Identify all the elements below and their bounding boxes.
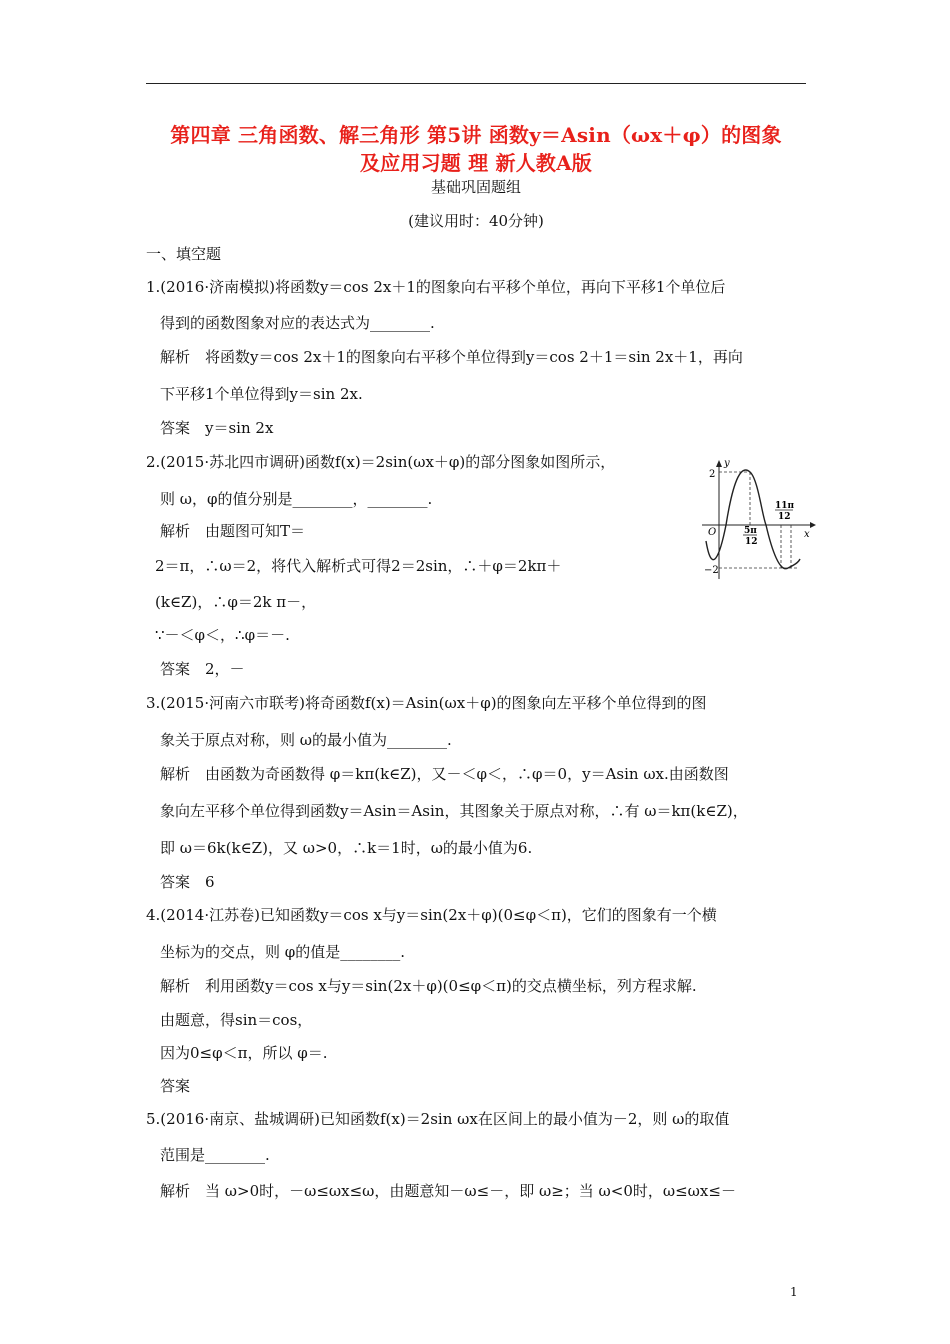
q4-line: 坐标为的交点，则 φ的值是________.	[160, 943, 406, 961]
q1-solution: 解析 将函数y＝cos 2x＋1的图象向右平移个单位得到y＝cos 2＋1＝sin 2x＋1，再向	[160, 348, 743, 366]
y-axis-arrow	[716, 460, 722, 467]
title-line-1: 第四章 三角函数、解三角形 第5讲 函数y＝Asin（ωx＋φ）的图象	[170, 123, 782, 147]
q1-line: 1.(2016·济南模拟)将函数y＝cos 2x＋1的图象向右平移个单位，再向下平移1个单位后	[146, 278, 726, 296]
title-line-2: 及应用习题 理 新人教A版	[359, 151, 593, 175]
section-heading: 一、填空题	[146, 245, 222, 263]
q5-solution: 解析 当 ω>0时，－ω≤ωx≤ω，由题意知－ω≤－，即 ω≥；当 ω<0时，ω≤ωx≤－	[160, 1182, 736, 1200]
group-heading: 基础巩固题组	[430, 178, 521, 196]
q2-solution: 2＝π，∴ω＝2，将代入解析式可得2＝2sin，∴＋φ＝2kπ＋	[155, 557, 562, 575]
tick-5pi-den: 12	[745, 537, 758, 547]
q2-solution: (k∈Z)，∴φ＝2k π－，	[155, 593, 317, 611]
tick-11pi-num: 11π	[775, 501, 795, 511]
q2-solution: 解析 由题图可知T＝	[160, 522, 306, 540]
q3-answer: 答案 6	[160, 873, 215, 891]
q2-line: 则 ω，φ的值分别是________，________.	[160, 490, 433, 508]
q1-answer: 答案 y＝sin 2x	[160, 419, 274, 437]
q2-line: 2.(2015·苏北四市调研)函数f(x)＝2sin(ωx＋φ)的部分图象如图所示，	[146, 453, 616, 471]
tick-5pi-num: 5π	[744, 526, 757, 536]
sine-graph-figure	[698, 455, 818, 585]
q5-line: 5.(2016·南京、盐城调研)已知函数f(x)＝2sin ωx在区间上的最小值为－2，则 ω的取值	[146, 1110, 730, 1128]
q4-solution: 由题意，得sin＝cos，	[160, 1011, 313, 1029]
page-number: 1	[790, 1285, 798, 1299]
q5-line: 范围是________.	[160, 1146, 270, 1164]
y-axis-label: y	[724, 458, 730, 469]
q3-solution: 解析 由函数为奇函数得 φ＝kπ(k∈Z)，又－＜φ＜，∴φ＝0，y＝Asin ωx.由函数图	[160, 765, 729, 783]
top-rule	[146, 83, 806, 84]
q4-solution: 解析 利用函数y＝cos x与y＝sin(2x＋φ)(0≤φ＜π)的交点横坐标，列方程求解.	[160, 977, 697, 995]
x-axis-label: x	[804, 529, 810, 540]
q3-solution: 即 ω＝6k(k∈Z)，又 ω>0，∴k＝1时，ω的最小值为6.	[160, 839, 533, 857]
x-axis-arrow	[810, 522, 816, 528]
q1-solution: 下平移1个单位得到y＝sin 2x.	[160, 385, 363, 403]
q4-answer: 答案	[160, 1077, 191, 1095]
q3-line: 3.(2015·河南六市联考)将奇函数f(x)＝Asin(ωx＋φ)的图象向左平移个单位得到的图	[146, 694, 707, 712]
q3-solution: 象向左平移个单位得到函数y＝Asin＝Asin，其图象关于原点对称，∴有 ω＝kπ(k∈Z)，	[160, 802, 748, 820]
q4-solution: 因为0≤φ＜π，所以 φ＝.	[160, 1044, 328, 1062]
page-title	[146, 121, 806, 177]
q3-line: 象关于原点对称，则 ω的最小值为________.	[160, 731, 452, 749]
q2-solution: ∵－＜φ＜，∴φ＝－.	[155, 626, 290, 644]
tick-11pi-den: 12	[778, 512, 791, 522]
q2-answer: 答案 2，－	[160, 660, 245, 678]
q4-line: 4.(2014·江苏卷)已知函数y＝cos x与y＝sin(2x＋φ)(0≤φ＜π)，它们的图象有一个横	[146, 906, 717, 924]
y-min-label: −2	[704, 565, 719, 576]
time-hint: (建议用时：40分钟)	[408, 212, 544, 230]
origin-label: O	[708, 527, 717, 538]
q1-line: 得到的函数图象对应的表达式为________.	[160, 314, 435, 332]
y-max-label: 2	[709, 469, 716, 480]
